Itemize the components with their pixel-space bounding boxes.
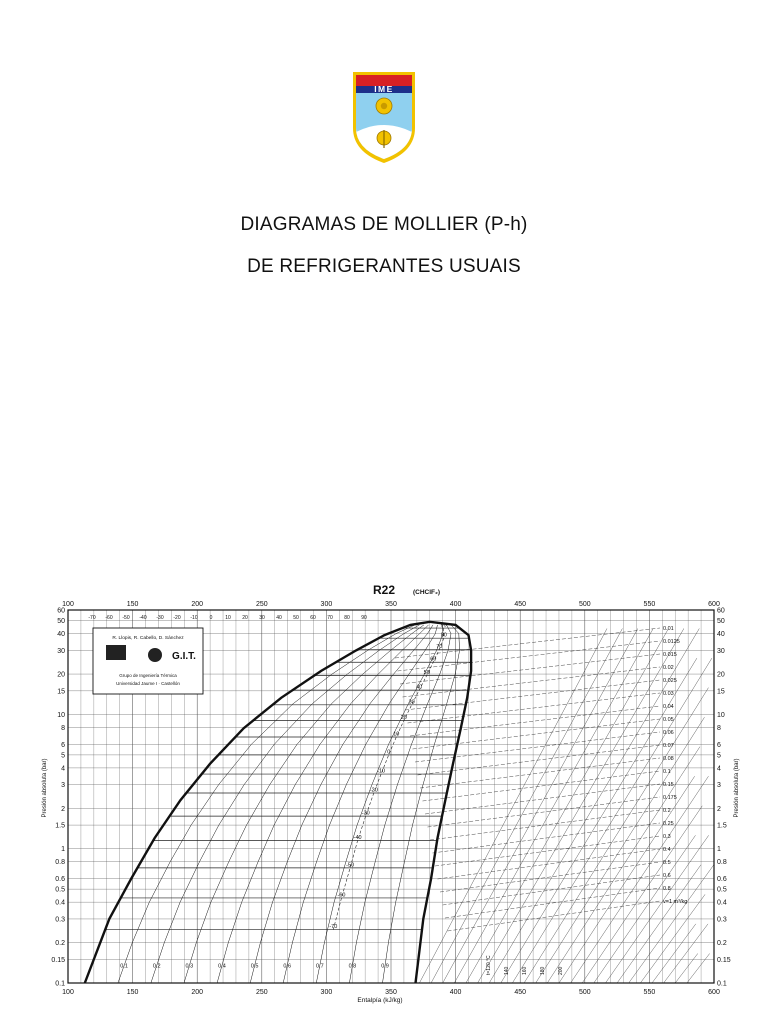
isentrope-line [664,924,708,983]
document-title-line-1: DIAGRAMAS DE MOLLIER (P-h) [240,214,528,235]
y-tick-label-left: 0.3 [55,916,65,924]
y-tick-label-right: 0.6 [717,876,727,884]
isotherm-label: 30 [408,699,415,706]
isotherm-label: 20 [400,715,407,722]
x-tick-label-top: 550 [643,601,656,608]
credits-box [93,628,203,694]
specific-volume-label: 0.015 [663,652,677,658]
quality-label: 0.8 [348,963,357,970]
top-temperature-label: -60 [105,615,113,621]
isentrope-line [466,629,669,984]
top-temperature-label: -70 [88,615,96,621]
x-tick-label-bottom: 400 [449,989,462,996]
y-tick-label-right: 0.4 [717,899,727,907]
isotherm-label: -50 [346,862,355,869]
y-tick-label-right: 8 [717,724,721,732]
y-tick-label-right: 0.1 [717,980,727,988]
x-tick-label-bottom: 550 [643,989,656,996]
isotherm-label: 0 [387,749,391,756]
top-temperature-label: 0 [209,615,213,621]
credits-authors: R. Llopis, R. Cabello, D. Sánchez [112,636,184,641]
university-logo [106,645,126,660]
bottom-temperature-label: 200 [558,966,564,975]
specific-volume-label: 0.0125 [663,639,680,645]
quality-label: 0.3 [185,963,194,970]
isentrope-line [675,954,698,984]
specific-volume-label: v=1 m³/kg [663,899,688,905]
ime-crest-logo [351,70,417,165]
specific-volume-label: 0.025 [663,678,677,684]
y-tick-label-left: 20 [57,671,65,679]
x-tick-label-bottom: 150 [126,989,139,996]
chart-title: R22 [372,583,396,597]
top-temperature-label: 50 [293,615,299,621]
specific-volume-label: 0.03 [663,691,674,697]
top-temperature-label: 10 [225,615,231,621]
quality-label: 0.2 [152,963,161,970]
y-tick-label-right: 10 [717,711,725,719]
x-tick-label-top: 600 [708,601,720,608]
isotherm-label: 90 [440,622,447,629]
x-tick-label-top: 200 [191,601,204,608]
y-tick-label-left: 0.5 [55,886,65,894]
top-temperature-label: -30 [156,615,164,621]
y-tick-label-left: 0.1 [55,980,65,988]
y-tick-label-right: 0.15 [717,956,731,964]
y-tick-label-right: 0.3 [717,916,727,924]
top-temperature-label: -10 [190,615,198,621]
quality-label: 0.1 [120,963,128,970]
y-tick-label-right: 6 [717,741,721,749]
y-tick-label-left: 1 [61,846,65,854]
specific-volume-line [423,771,661,801]
y-axis-label-right: Presión absoluta (bar) [734,758,740,818]
y-tick-label-right: 50 [717,618,725,626]
mollier-diagram-r22 [0,578,768,1024]
x-tick-label-top: 150 [126,601,139,608]
x-tick-label-bottom: 250 [255,989,268,996]
y-tick-label-left: 30 [57,647,65,655]
x-tick-label-bottom: 300 [320,989,333,996]
x-tick-label-top: 100 [62,601,74,608]
specific-volume-line [400,654,660,684]
y-tick-label-left: 4 [61,765,65,773]
specific-volume-label: 0.5 [663,860,671,866]
y-tick-label-right: 3 [717,782,721,790]
y-tick-label-right: 30 [717,647,725,655]
specific-volume-line [425,784,660,814]
y-tick-label-right: 15 [717,688,725,696]
top-temperature-label: -50 [122,615,130,621]
specific-volume-line [403,667,661,697]
specific-volume-label: 0.175 [663,795,677,801]
y-tick-label-right: 60 [717,607,725,615]
x-tick-label-bottom: 500 [578,989,591,996]
specific-volume-label: 0.15 [663,782,674,788]
x-tick-label-top: 250 [255,601,268,608]
specific-volume-line [420,758,660,788]
bottom-temperature-label: 140 [504,966,510,975]
bottom-temperature-label: t=120 °C [486,955,492,975]
credits-group-name: G.I.T. [172,651,196,662]
bottom-temperature-label: 160 [522,966,528,975]
isentrope-line [571,776,709,983]
x-tick-label-bottom: 100 [62,989,74,996]
x-tick-label-top: 450 [514,601,527,608]
credits-university: Universidad Jaume I · Castellón [116,681,180,686]
specific-volume-label: 0.3 [663,834,671,840]
y-tick-label-left: 50 [57,618,65,626]
specific-volume-line [428,797,661,827]
specific-volume-line [438,849,661,879]
y-tick-label-left: 15 [57,688,65,696]
y-tick-label-left: 0.4 [55,899,65,907]
top-temperature-label: 40 [276,615,282,621]
isotherm-label: 70 [436,643,443,650]
x-tick-label-bottom: 450 [514,989,527,996]
x-tick-label-top: 350 [385,601,397,608]
x-tick-label-bottom: 350 [385,989,397,996]
isentrope-line [454,629,653,984]
x-tick-label-top: 500 [578,601,591,608]
y-tick-label-left: 2 [61,805,65,813]
quality-label: 0.6 [283,963,292,970]
isotherm-label: -60 [337,892,346,899]
y-tick-label-left: 40 [57,631,65,639]
specific-volume-label: 0.1 [663,769,671,775]
specific-volume-label: 0.04 [663,704,674,710]
specific-volume-label: 0.8 [663,886,671,892]
credits-group: Grupo de Ingeniería Térmica [119,673,177,678]
y-tick-label-left: 8 [61,724,65,732]
y-tick-label-left: 0.6 [55,876,65,884]
isentrope-line [478,629,684,984]
y-tick-label-left: 10 [57,711,65,719]
x-tick-label-bottom: 200 [191,989,204,996]
y-tick-label-left: 3 [61,782,65,790]
isotherm-label: 40 [416,684,423,691]
isotherm-label: -10 [377,768,386,775]
specific-volume-label: 0.25 [663,821,674,827]
isotherm-label: 10 [393,731,400,738]
x-tick-label-top: 400 [449,601,462,608]
specific-volume-label: 0.01 [663,626,674,632]
y-tick-label-right: 40 [717,631,725,639]
y-tick-label-left: 0.15 [51,956,65,964]
isentrope-line [440,629,638,984]
isotherm-label: -20 [369,787,378,794]
y-tick-label-left: 60 [57,607,65,615]
y-tick-label-left: 1.5 [55,822,65,830]
y-tick-label-left: 6 [61,741,65,749]
specific-volume-label: 0.08 [663,756,674,762]
y-tick-label-right: 2 [717,805,721,813]
quality-label: 0.7 [315,963,324,970]
specific-volume-label: 0.6 [663,873,671,879]
git-logo-icon [148,648,162,662]
y-tick-label-right: 1 [717,846,721,854]
specific-volume-label: 0.2 [663,808,671,814]
top-temperature-label: 70 [327,615,333,621]
x-tick-label-bottom: 600 [708,989,720,996]
crest-text: IME [374,84,394,94]
y-tick-label-right: 1.5 [717,822,727,830]
top-temperature-label: 80 [344,615,350,621]
specific-volume-label: 0.02 [663,665,674,671]
specific-volume-line [440,862,660,892]
x-tick-label-top: 300 [320,601,333,608]
isotherm-label: -30 [361,810,370,817]
top-temperature-label: 20 [242,615,248,621]
isentrope-line [606,835,709,983]
specific-volume-label: 0.07 [663,743,674,749]
y-tick-label-right: 0.5 [717,886,727,894]
y-tick-label-left: 0.8 [55,859,65,867]
specific-volume-line [433,823,661,853]
quality-label: 0.4 [218,963,226,970]
specific-volume-label: 0.05 [663,717,674,723]
isentrope-line [687,954,710,984]
quality-label: 0.5 [250,963,259,970]
top-temperature-label: 30 [259,615,265,621]
y-tick-label-right: 0.2 [717,940,727,948]
x-axis-label: Entalpía (kJ/kg) [357,997,403,1004]
y-tick-label-left: 0.2 [55,940,65,948]
y-tick-label-right: 4 [717,765,721,773]
isentrope-line [617,865,701,983]
isotherm-label: -40 [353,835,362,842]
bottom-temperature-label: 180 [540,966,546,975]
specific-volume-lines [395,628,660,931]
y-tick-label-right: 5 [717,752,721,760]
y-tick-label-right: 0.8 [717,859,727,867]
chart-subtitle: (CHClF₂) [413,589,441,596]
specific-volume-line [415,732,660,762]
top-temperature-label: 60 [310,615,316,621]
specific-volume-line [413,719,661,749]
specific-volume-line [443,875,661,905]
specific-volume-line [445,888,660,918]
top-temperature-label: 90 [361,615,367,621]
isentrope-line [582,806,702,983]
y-tick-label-left: 5 [61,752,65,760]
isotherm-label: 50 [423,670,430,677]
isotherm-label: 80 [440,632,447,639]
specific-volume-label: 0.4 [663,847,671,853]
isentrope-line [640,894,705,983]
document-title-line-2: DE REFRIGERANTES USUAIS [247,256,521,277]
isotherm-label: -70 [329,924,338,931]
specific-volume-line [410,706,660,736]
isentrope-line [419,629,607,984]
y-axis-label-left: Presión absoluta (bar) [42,758,48,818]
quality-label: 0.9 [381,963,389,970]
isentrope-line [652,924,696,983]
top-temperature-label: -20 [173,615,181,621]
isotherm-label: 60 [430,656,437,663]
top-temperature-label: -40 [139,615,147,621]
y-tick-label-right: 20 [717,671,725,679]
specific-volume-label: 0.06 [663,730,674,736]
